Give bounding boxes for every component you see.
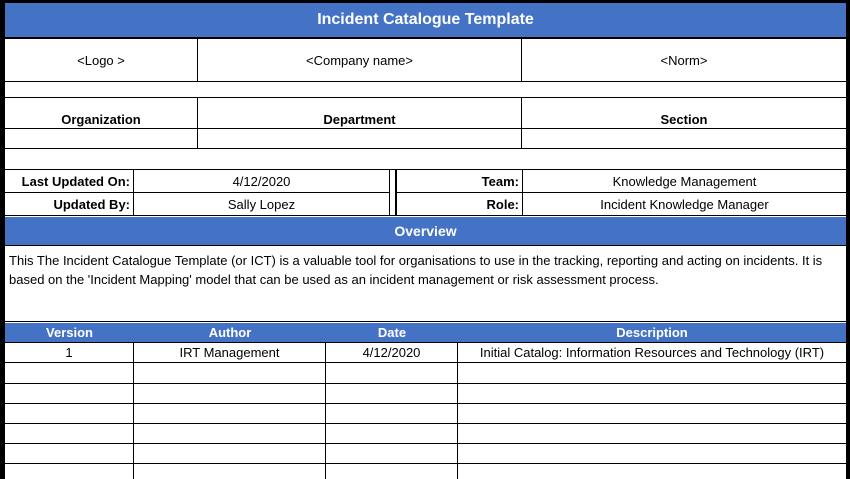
row-line: [5, 463, 846, 464]
updated-by-value-cell[interactable]: [134, 193, 390, 216]
row-line: [5, 403, 846, 404]
updated-by-label-cell[interactable]: [5, 193, 134, 216]
organization-label: Organization: [61, 112, 141, 127]
department-header[interactable]: [198, 98, 522, 129]
col-line: [325, 363, 326, 479]
overview-text[interactable]: This The Incident Catalogue Template (or ICT) is a valuable tool for organisations to use in the tracking, reporting and acting on incidents. It is based on the 'Incident Mapping' model that can be used as an incident management or risk assessment process.: [9, 253, 823, 287]
history-date-value: 4/12/2020: [362, 345, 421, 360]
team-value-cell[interactable]: [523, 170, 846, 193]
department-label: Department: [323, 112, 396, 127]
role-value-cell[interactable]: [523, 193, 846, 216]
row-line: [5, 383, 846, 384]
overview-bar: [5, 217, 846, 246]
norm-cell[interactable]: [522, 39, 846, 82]
norm-placeholder: <Norm>: [660, 52, 708, 68]
overview-heading: Overview: [394, 223, 457, 239]
history-description-value: Initial Catalog: Information Resources and Technology (IRT): [479, 345, 825, 360]
history-version-value: 1: [65, 345, 73, 360]
logo-placeholder: <Logo >: [77, 52, 125, 68]
last-updated-value: 4/12/2020: [232, 173, 291, 189]
col-line: [133, 363, 134, 479]
row-line: [5, 443, 846, 444]
logo-cell[interactable]: [5, 39, 198, 82]
section-value[interactable]: [522, 129, 846, 149]
company-name-placeholder: <Company name>: [306, 52, 413, 68]
organization-header[interactable]: [5, 98, 198, 129]
history-col-author[interactable]: [134, 323, 326, 342]
overview-border: [5, 321, 846, 322]
history-header: [5, 323, 846, 342]
section-header[interactable]: [522, 98, 846, 129]
table-row-1-author[interactable]: [134, 343, 326, 363]
company-name-cell[interactable]: [198, 39, 522, 82]
last-updated-label: Last Updated On:: [21, 173, 130, 189]
role-value: Incident Knowledge Manager: [600, 196, 769, 212]
row-line: [5, 423, 846, 424]
col-line: [457, 363, 458, 479]
history-col-description[interactable]: [458, 323, 846, 342]
history-empty-rows: [5, 363, 846, 479]
page-title: Incident Catalogue Template: [317, 11, 534, 28]
history-col-author-label: Author: [208, 325, 252, 340]
history-col-version-label: Version: [46, 325, 93, 340]
history-col-date-label: Date: [377, 325, 407, 340]
department-value[interactable]: [198, 129, 522, 149]
updated-by-value: Sally Lopez: [227, 196, 296, 212]
role-label-cell[interactable]: [396, 193, 523, 216]
history-col-version[interactable]: [5, 323, 134, 342]
spacer-row-2[interactable]: [5, 149, 846, 170]
team-label: Team:: [481, 173, 519, 189]
history-col-description-label: Description: [616, 325, 688, 340]
updated-by-label: Updated By:: [53, 196, 130, 212]
section-label: Section: [660, 112, 708, 127]
history-col-date[interactable]: [326, 323, 458, 342]
table-row-1-description[interactable]: [458, 343, 846, 363]
spacer-row-1[interactable]: [5, 82, 846, 98]
role-label: Role:: [486, 196, 519, 212]
team-value: Knowledge Management: [612, 173, 757, 189]
last-updated-value-cell[interactable]: [134, 170, 390, 193]
title-bar: [5, 3, 846, 37]
team-label-cell[interactable]: [396, 170, 523, 193]
table-row-1-date[interactable]: [326, 343, 458, 363]
last-updated-label-cell[interactable]: [5, 170, 134, 193]
table-row-1-version[interactable]: [5, 343, 134, 363]
organization-value[interactable]: [5, 129, 198, 149]
history-author-value: IRT Management: [179, 345, 280, 360]
